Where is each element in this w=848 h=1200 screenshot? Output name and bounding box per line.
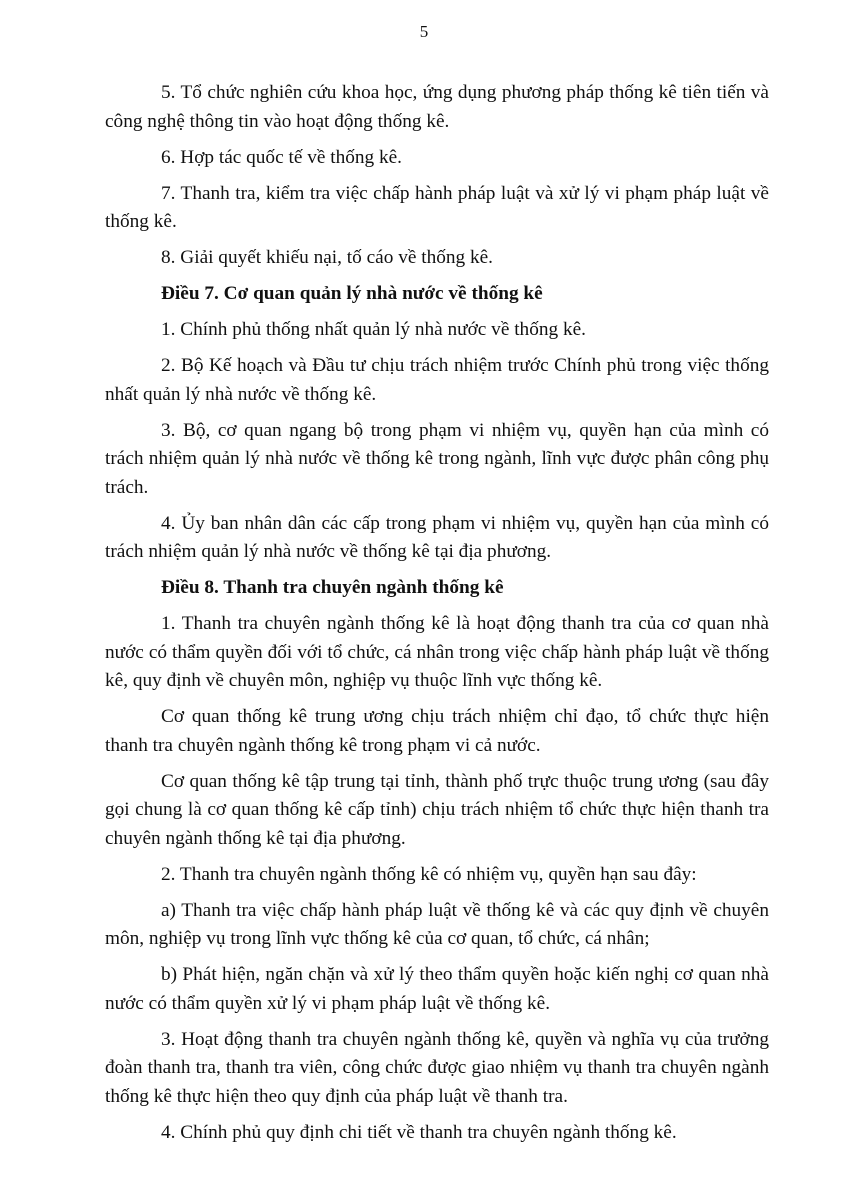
paragraph: 8. Giải quyết khiếu nại, tố cáo về thống kê.	[161, 247, 493, 268]
paragraph: 7. Thanh tra, kiểm tra việc chấp hành pháp luật và xử lý vi phạm pháp luật về thống kê.	[105, 182, 769, 232]
paragraph: 1. Chính phủ thống nhất quản lý nhà nước về thống kê.	[161, 319, 586, 340]
paragraph: 1. Thanh tra chuyên ngành thống kê là hoạt động thanh tra của cơ quan nhà nước có thẩm quyền đối với tổ chức, cá nhân trong việc chấp hành pháp luật về thống kê, quy định về chuyên môn, nghiệp vụ thuộc lĩnh vực thống kê.	[105, 613, 769, 691]
paragraph: Cơ quan thống kê tập trung tại tỉnh, thành phố trực thuộc trung ương (sau đây gọi chung là cơ quan thống kê cấp tỉnh) chịu trách nhiệm tổ chức thực hiện thanh tra chuyên ngành thống kê tại địa phương.	[105, 770, 769, 849]
paragraph: 2. Thanh tra chuyên ngành thống kê có nhiệm vụ, quyền hạn sau đây:	[161, 863, 697, 885]
paragraph: 5. Tổ chức nghiên cứu khoa học, ứng dụng phương pháp thống kê tiên tiến và công nghệ thông tin vào hoạt động thống kê.	[105, 82, 769, 132]
article-heading: Điều 7. Cơ quan quản lý nhà nước về thống kê	[161, 283, 543, 304]
paragraph: 3. Bộ, cơ quan ngang bộ trong phạm vi nhiệm vụ, quyền hạn của mình có trách nhiệm quản lý nhà nước về thống kê trong ngành, lĩnh vực được phân công phụ trách.	[105, 419, 769, 498]
paragraph: Cơ quan thống kê trung ương chịu trách nhiệm chỉ đạo, tổ chức thực hiện thanh tra chuyên ngành thống kê trong phạm vi cả nước.	[105, 706, 769, 756]
paragraph: 4. Ủy ban nhân dân các cấp trong phạm vi nhiệm vụ, quyền hạn của mình có trách nhiệm quản lý nhà nước về thống kê tại địa phương.	[105, 512, 769, 562]
article-heading: Điều 8. Thanh tra chuyên ngành thống kê	[161, 577, 504, 598]
paragraph: 6. Hợp tác quốc tế về thống kê.	[161, 146, 402, 168]
paragraph: 2. Bộ Kế hoạch và Đầu tư chịu trách nhiệm trước Chính phủ trong việc thống nhất quản lý nhà nước về thống kê.	[105, 355, 769, 405]
paragraph: b) Phát hiện, ngăn chặn và xử lý theo thẩm quyền hoặc kiến nghị cơ quan nhà nước có thẩm quyền xử lý vi phạm pháp luật về thống kê.	[105, 964, 769, 1014]
paragraph: 3. Hoạt động thanh tra chuyên ngành thống kê, quyền và nghĩa vụ của trưởng đoàn thanh tra, thanh tra viên, công chức được giao nhiệm vụ thanh tra chuyên ngành thống kê thực hiện theo quy định của pháp luật về thanh tra.	[105, 1028, 769, 1107]
paragraph: 4. Chính phủ quy định chi tiết về thanh tra chuyên ngành thống kê.	[161, 1121, 677, 1143]
document-body	[105, 79, 769, 1155]
page-number: 5	[419, 22, 429, 41]
paragraph: a) Thanh tra việc chấp hành pháp luật về thống kê và các quy định về chuyên môn, nghiệp vụ trong lĩnh vực thống kê của cơ quan, tổ chức, cá nhân;	[105, 899, 769, 949]
